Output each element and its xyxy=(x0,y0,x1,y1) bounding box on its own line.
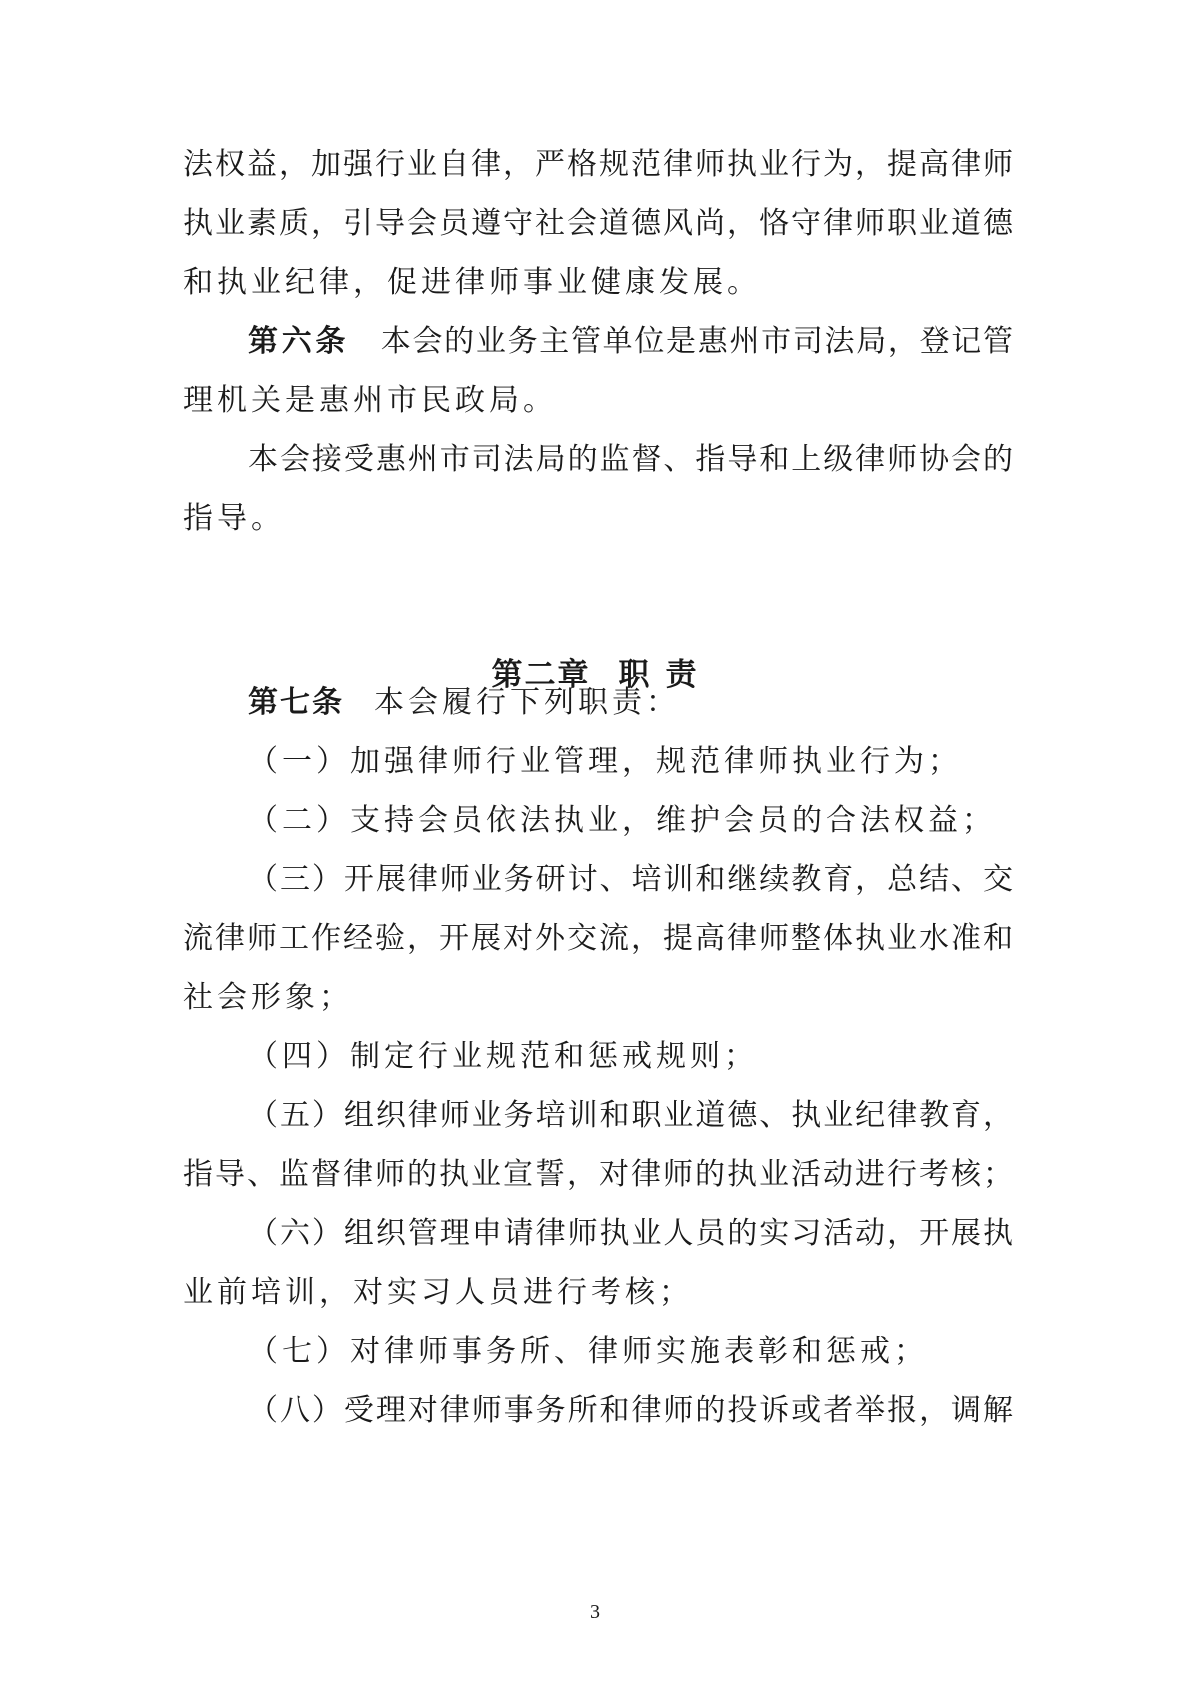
text-line: 理机关是惠州市民政局。 xyxy=(183,383,557,418)
duty-item-continued: 流律师工作经验，开展对外交流，提高律师整体执业水准和 xyxy=(183,921,1013,956)
duty-item: （二）支持会员依法执业，维护会员的合法权益； xyxy=(248,803,996,838)
duty-item-continued: 指导、监督律师的执业宣誓，对律师的执业活动进行考核； xyxy=(183,1157,1013,1192)
article-7-line xyxy=(248,683,1013,723)
duty-item: （五）组织律师业务培训和职业道德、执业纪律教育， xyxy=(248,1098,1013,1133)
chapter-title-char-1: 职 xyxy=(618,657,652,693)
article-6-line xyxy=(248,322,1013,362)
duty-item: （七）对律师事务所、律师实施表彰和惩戒； xyxy=(248,1334,928,1369)
duty-item: （四）制定行业规范和惩戒规则； xyxy=(248,1039,758,1074)
text-line: 指导。 xyxy=(183,501,285,536)
chapter-title-char-2: 责 xyxy=(665,657,699,693)
article-7-text: 本会履行下列职责： xyxy=(374,685,680,720)
duty-item: （八）受理对律师事务所和律师的投诉或者举报，调解 xyxy=(248,1393,1013,1428)
duty-item-continued: 业前培训，对实习人员进行考核； xyxy=(183,1275,693,1310)
text-line: 和执业纪律，促进律师事业健康发展。 xyxy=(183,265,761,300)
article-6-text: 本会的业务主管单位是惠州市司法局，登记管 xyxy=(379,324,1014,359)
article-6-label: 第六条 xyxy=(248,324,350,359)
text-line: 本会接受惠州市司法局的监督、指导和上级律师协会的 xyxy=(248,442,1013,477)
text-line: 法权益，加强行业自律，严格规范律师执业行为，提高律师 xyxy=(183,147,1013,182)
duty-item: （一）加强律师行业管理，规范律师执业行为； xyxy=(248,744,962,779)
duty-item-continued: 社会形象； xyxy=(183,980,353,1015)
chapter-number: 第二章 xyxy=(491,657,591,693)
text-line: 执业素质，引导会员遵守社会道德风尚，恪守律师职业道德 xyxy=(183,206,1013,241)
article-7-label: 第七条 xyxy=(248,685,344,720)
duty-item: （三）开展律师业务研讨、培训和继续教育，总结、交 xyxy=(248,862,1013,897)
duty-item: （六）组织管理申请律师执业人员的实习活动，开展执 xyxy=(248,1216,1013,1251)
page-number: 3 xyxy=(590,1601,600,1623)
